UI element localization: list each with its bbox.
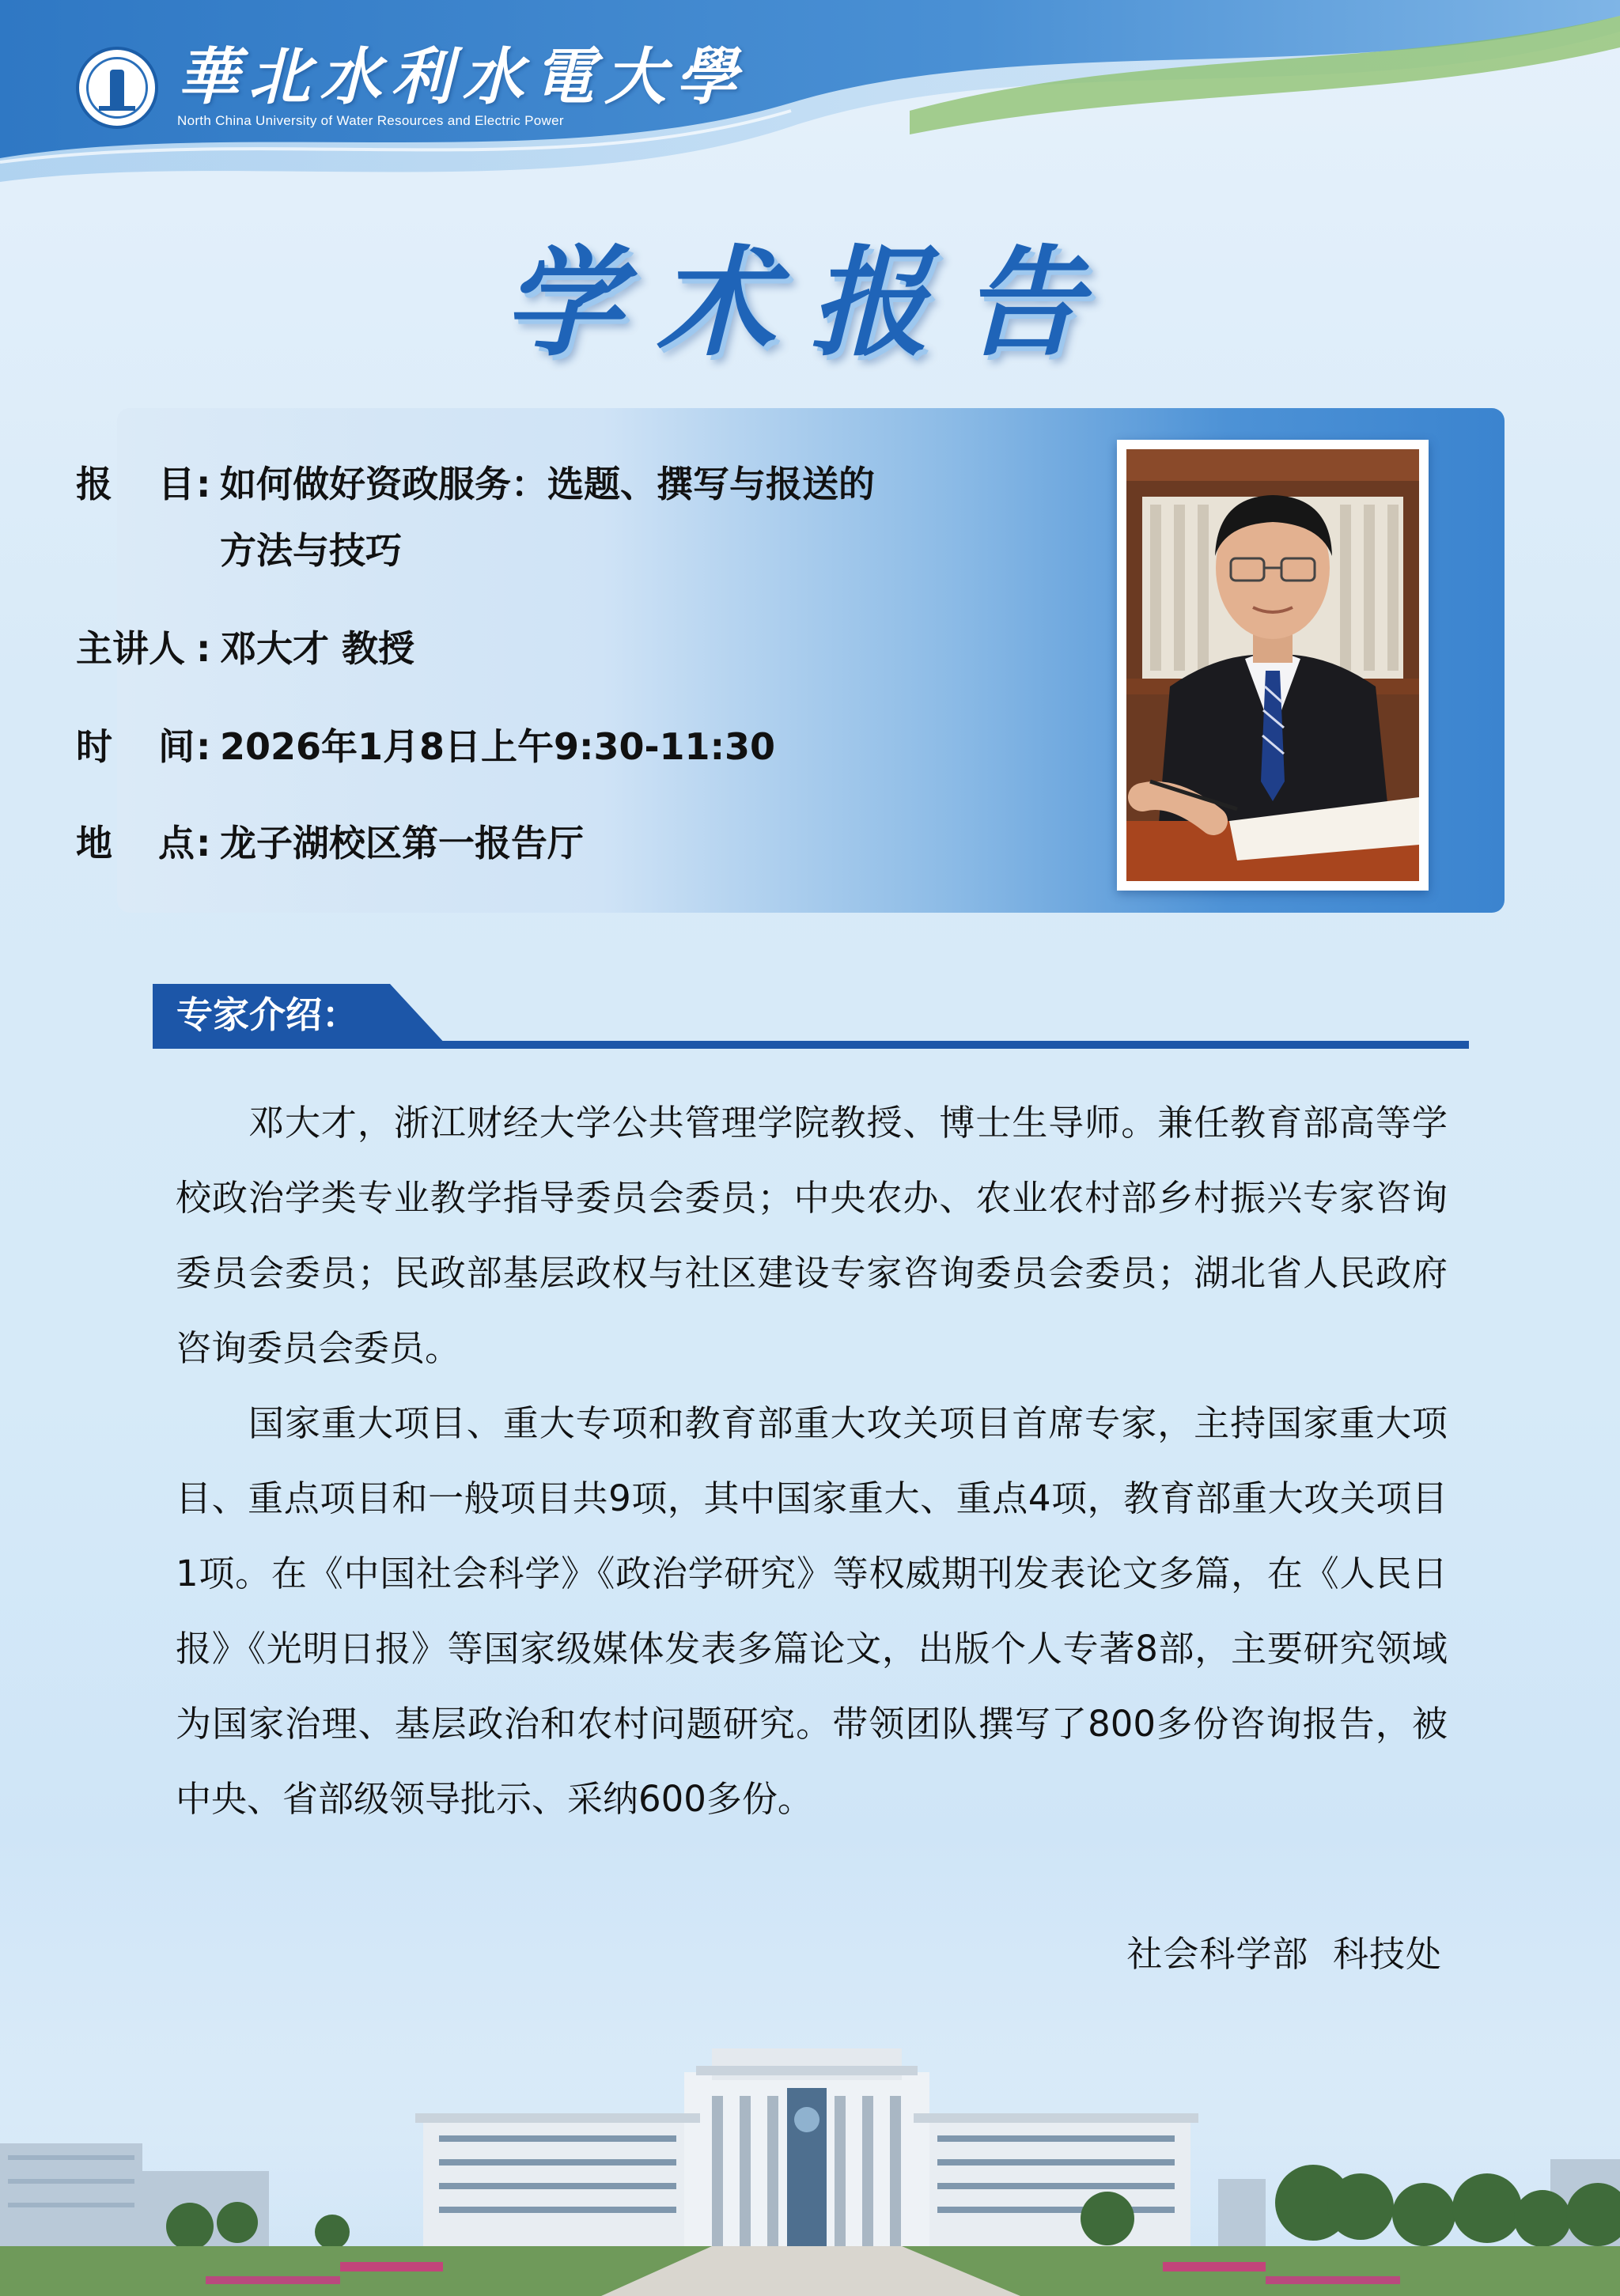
organizer-signature: 社会科学部 科技处 — [1126, 1933, 1442, 1975]
topic-row — [76, 451, 916, 584]
university-seal-icon — [76, 47, 158, 129]
speaker-colon: : — [196, 627, 211, 670]
time-colon: : — [196, 725, 211, 768]
place-colon: : — [196, 822, 211, 864]
topic-label: 报 目 — [76, 463, 195, 505]
speaker-photo — [1126, 449, 1419, 881]
topic-colon: : — [196, 463, 211, 505]
expert-section-header — [153, 984, 1469, 1052]
place-value: 龙子湖校区第一报告厅 — [220, 822, 584, 864]
speaker-label: 主讲人 — [76, 627, 185, 670]
topic-value: 如何做好资政服务：选题、撰写与报送的 方法与技巧 — [220, 463, 875, 572]
university-logo — [76, 41, 748, 131]
place-row — [76, 810, 916, 876]
speaker-value: 邓大才 教授 — [220, 627, 415, 670]
time-value: 2026年1月8日上午9:30-11:30 — [220, 725, 775, 768]
bio-paragraph-1: 邓大才，浙江财经大学公共管理学院教授、博士生导师。兼任教育部高等学校政治学类专业教学指导委员会委员；中央农办、农业农村部乡村振兴专家咨询委员会委员；民政部基层政权与社区建设专家咨询委员会委员；湖北省人民政府咨询委员会委员。 — [176, 1102, 1448, 1369]
bio-paragraph-2: 国家重大项目、重大专项和教育部重大攻关项目首席专家，主持国家重大项目、重点项目和一般项目共9项，其中国家重大、重点4项，教育部重大攻关项目1项。在《中国社会科学》《政治学研究》等权威期刊发表论文多篇，在《人民日报》《光明日报》等国家级媒体发表多篇论文，出版个人专著8部，主要研究领域为国家治理、基层政治和农村问题研究。带领团队撰写了800多份咨询报告，被中央、省部级领导批示、采纳600多份。 — [176, 1402, 1448, 1820]
time-row — [76, 713, 916, 780]
place-label: 地 点 — [76, 822, 195, 864]
page-title: 学术报告 — [502, 233, 1117, 373]
speaker-row — [76, 615, 916, 682]
section-title: 专家介绍： — [176, 993, 358, 1036]
university-name-cn: 華北水利水電大學 — [177, 41, 748, 113]
expert-bio — [176, 1085, 1448, 1836]
university-name-en: North China University of Water Resources and Electric Power — [177, 113, 564, 128]
campus-building-illustration — [0, 2025, 1620, 2296]
speaker-photo-frame — [1117, 440, 1429, 891]
time-label: 时 间 — [76, 725, 195, 768]
